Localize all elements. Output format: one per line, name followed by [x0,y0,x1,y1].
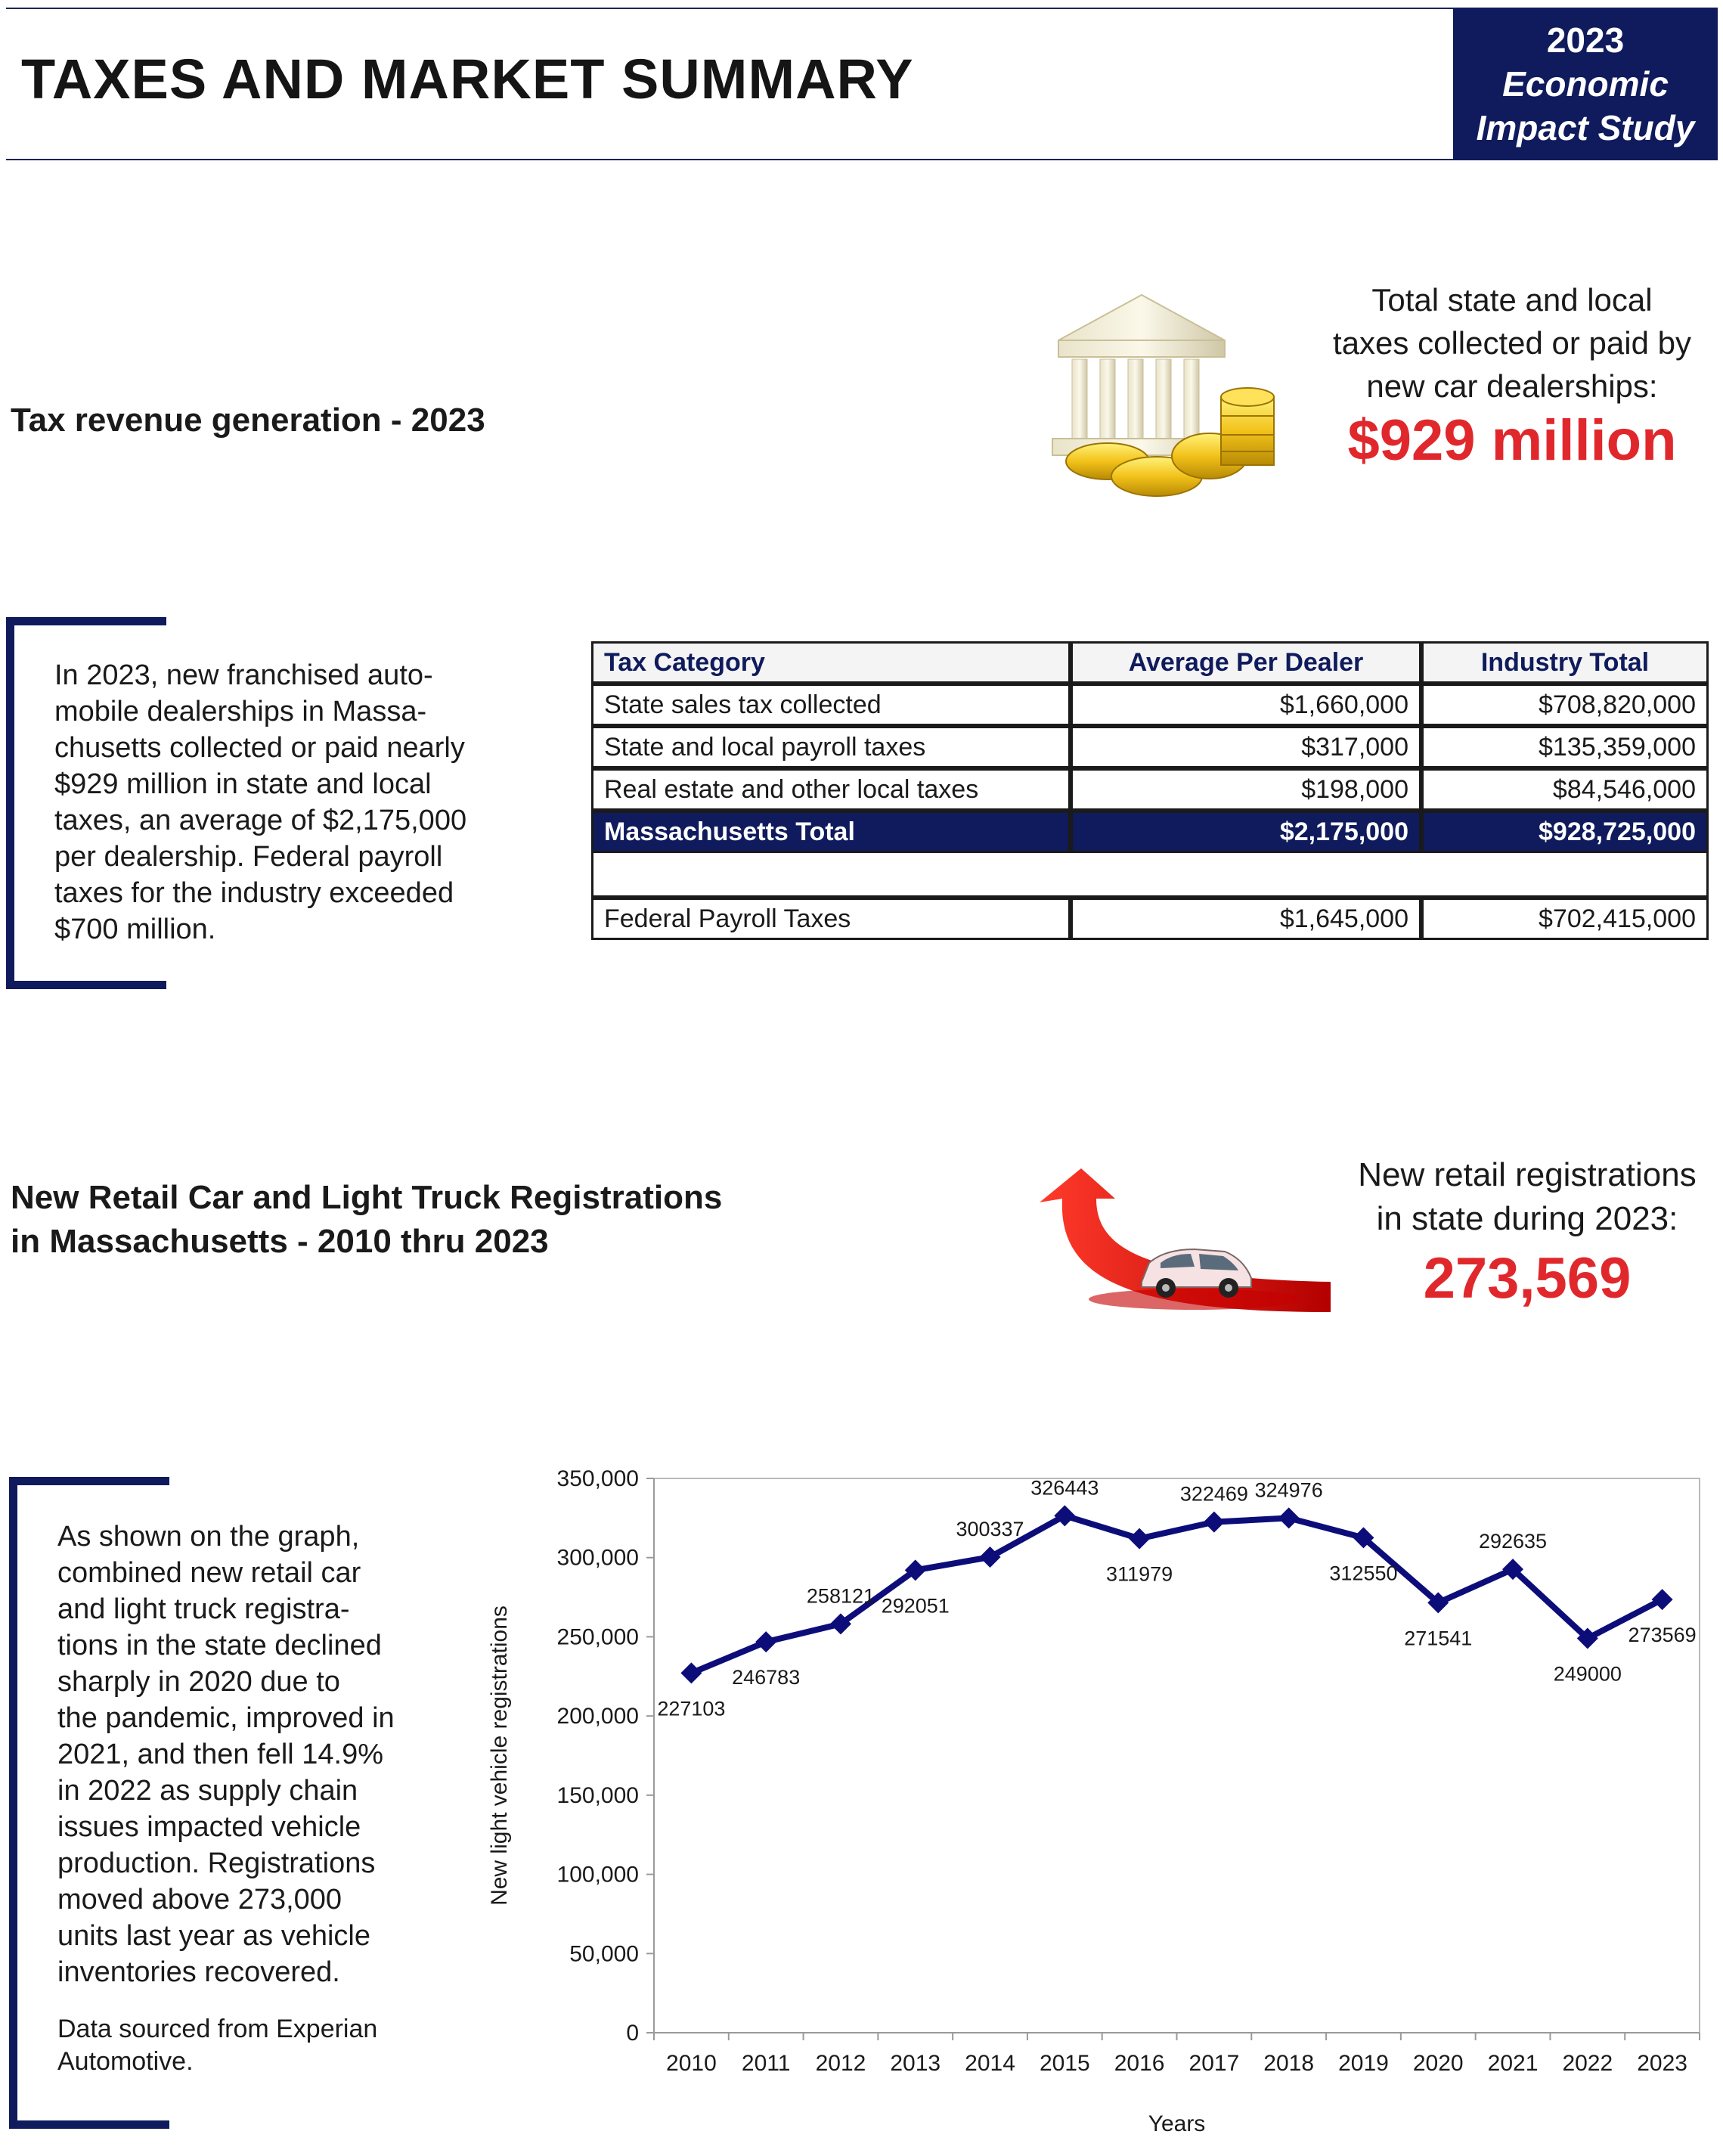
registration-paragraph-line: 2021, and then fell 14.9% [57,1739,384,1770]
tax-paragraph-line: $929 million in state and local [54,768,432,800]
tax-table-cell: $198,000 [1071,768,1421,811]
registration-paragraph-line: As shown on the graph, [57,1521,360,1553]
data-point-marker [1129,1528,1150,1550]
data-point-marker [1204,1512,1225,1533]
x-tick-label: 2018 [1263,2051,1315,2076]
data-label: 292635 [1478,1530,1548,1553]
tax-table-header: Tax Category [591,641,1071,684]
registration-paragraph-line: production. Registrations [57,1847,376,1879]
tax-paragraph-bracket [6,617,14,989]
tax-paragraph-line: chusetts collected or paid nearly [54,732,465,764]
tax-table-cell: Real estate and other local taxes [591,768,1071,811]
data-label: 326443 [1030,1476,1099,1500]
plot-area-border [654,1478,1700,2033]
tax-table-federal-row [591,898,1709,940]
bank-coins-icon [1036,284,1285,503]
registration-paragraph [57,1519,466,2078]
tax-table-header: Average Per Dealer [1071,641,1421,684]
car-arrow-icon [998,1157,1331,1316]
tax-table [591,641,1709,940]
tax-table-row [591,684,1709,726]
x-tick-label: 2023 [1637,2051,1687,2076]
badge-line-3: Impact Study [1476,108,1695,147]
tax-table-cell: $1,645,000 [1071,898,1421,940]
data-label: 311979 [1106,1562,1173,1586]
data-label: 324976 [1254,1478,1323,1502]
registration-callout [1315,1153,1723,1311]
registration-paragraph-line: issues impacted vehicle [57,1811,361,1843]
data-label: 312550 [1329,1562,1398,1585]
registration-paragraph-line: in 2022 as supply chain [57,1775,358,1807]
tax-table-cell: $84,546,000 [1421,768,1709,811]
x-tick-label: 2020 [1412,2051,1464,2076]
badge-line-2: Economic [1502,64,1669,104]
tax-table-header-row [591,641,1709,684]
tax-table-cell: $2,175,000 [1071,811,1421,853]
x-tick-label: 2021 [1487,2051,1539,2076]
data-label: 249000 [1553,1662,1622,1686]
header-bottom-rule [6,159,1453,160]
registration-paragraph-bracket [9,1477,17,2129]
tax-table-cell: $317,000 [1071,726,1421,768]
tax-paragraph-line: per dealership. Federal payroll [54,841,443,873]
tax-paragraph [54,657,538,948]
tax-bracket-bottom-cap [6,981,166,989]
tax-callout-value: $929 million [1347,408,1677,473]
tax-table-cell: $708,820,000 [1421,684,1709,726]
data-label: 292051 [881,1594,950,1618]
badge-year: 2023 [1546,20,1625,60]
chart-x-axis [654,2033,1700,2076]
y-tick-label: 100,000 [556,1862,639,1888]
tax-table-cell: Massachusetts Total [591,811,1071,853]
registration-paragraph-line: sharply in 2020 due to [57,1666,340,1698]
tax-paragraph-line: taxes for the industry exceeded [54,877,454,909]
registration-paragraph-line: tions in the state declined [57,1630,382,1661]
y-tick-label: 250,000 [556,1624,639,1650]
x-tick-label: 2019 [1338,2051,1389,2076]
registration-paragraph-line: units last year as vehicle [57,1920,370,1952]
tax-paragraph-line: In 2023, new franchised auto- [54,659,433,691]
tax-callout-line-1: Total state and local [1371,282,1653,318]
y-tick-label: 50,000 [569,1941,639,1967]
y-tick-label: 0 [626,2021,639,2046]
tax-paragraph-line: taxes, an average of $2,175,000 [54,805,467,836]
tax-table-cell: $135,359,000 [1421,726,1709,768]
page-title: TAXES AND MARKET SUMMARY [21,48,914,110]
x-tick-label: 2014 [965,2051,1015,2076]
y-tick-label: 200,000 [556,1704,639,1729]
data-label: 322469 [1179,1482,1248,1506]
registration-heading-line-2: in Massachusetts - 2010 thru 2023 [11,1223,549,1260]
tax-table-total-row [591,811,1709,853]
registration-heading-line-1: New Retail Car and Light Truck Registrations [11,1179,723,1216]
tax-callout-line-2: taxes collected or paid by [1333,325,1691,361]
data-point-marker [755,1631,776,1652]
data-point-marker [680,1662,702,1683]
tax-table-cell: State sales tax collected [591,684,1071,726]
data-point-marker [1652,1589,1673,1610]
x-tick-label: 2013 [890,2051,941,2076]
registration-paragraph-line: inventories recovered. [57,1956,340,1988]
registration-callout-value: 273,569 [1423,1246,1632,1311]
data-label: 258121 [806,1584,875,1608]
registration-paragraph-line: combined new retail car [57,1557,361,1589]
x-tick-label: 2012 [815,2051,866,2076]
data-label: 273569 [1628,1624,1697,1647]
registration-callout-line-2: in state during 2023: [1376,1200,1678,1237]
tax-paragraph-line: mobile dealerships in Massa- [54,696,427,727]
x-tick-label: 2016 [1114,2051,1165,2076]
tax-table-cell: $702,415,000 [1421,898,1709,940]
chart-x-axis-title: Years [1148,2111,1206,2136]
registrations-line-chart [469,1452,1716,2148]
tax-table-cell: $1,660,000 [1071,684,1421,726]
tax-bracket-top-cap [6,617,166,625]
tax-callout-line-3: new car dealerships: [1366,368,1658,404]
x-tick-label: 2015 [1039,2051,1090,2076]
chart-y-axis-title: New light vehicle registrations [487,1605,512,1906]
tax-table-cell: Federal Payroll Taxes [591,898,1071,940]
tax-paragraph-line: $700 million. [54,914,216,945]
registration-section-heading [11,1176,722,1264]
tax-table-row [591,726,1709,768]
data-label: 246783 [732,1666,801,1689]
registration-bracket-top-cap [9,1477,169,1485]
tax-table-cell: State and local payroll taxes [591,726,1071,768]
x-tick-label: 2017 [1188,2051,1240,2076]
y-tick-label: 150,000 [556,1782,639,1808]
registration-paragraph-line: and light truck registra- [57,1593,350,1625]
data-point-marker [1278,1507,1300,1528]
chart-y-axis [557,1466,654,2046]
data-label: 227103 [657,1697,726,1720]
chart-frame [654,1478,1700,2033]
x-tick-label: 2011 [741,2051,791,2076]
x-tick-label: 2022 [1562,2051,1613,2076]
tax-table-cell: $928,725,000 [1421,811,1709,853]
tax-table-header: Industry Total [1421,641,1709,684]
y-tick-label: 350,000 [556,1466,639,1491]
tax-section-heading: Tax revenue generation - 2023 [11,402,485,439]
data-label: 300337 [956,1518,1024,1541]
x-tick-label: 2010 [666,2051,717,2076]
registration-callout-line-1: New retail registrations [1358,1156,1697,1193]
registration-paragraph-line: the pandemic, improved in [57,1702,395,1734]
study-badge [1453,8,1718,160]
registration-paragraph-line: moved above 273,000 [57,1884,342,1916]
tax-table-spacer-row [591,853,1709,898]
tax-callout [1278,278,1723,473]
y-tick-label: 300,000 [556,1545,639,1571]
data-label: 271541 [1404,1627,1473,1650]
registration-bracket-bottom-cap [9,2120,169,2129]
source-note-line: Data sourced from Experian [57,2015,378,2043]
source-note-line: Automotive. [57,2047,194,2076]
tax-table-row [591,768,1709,811]
